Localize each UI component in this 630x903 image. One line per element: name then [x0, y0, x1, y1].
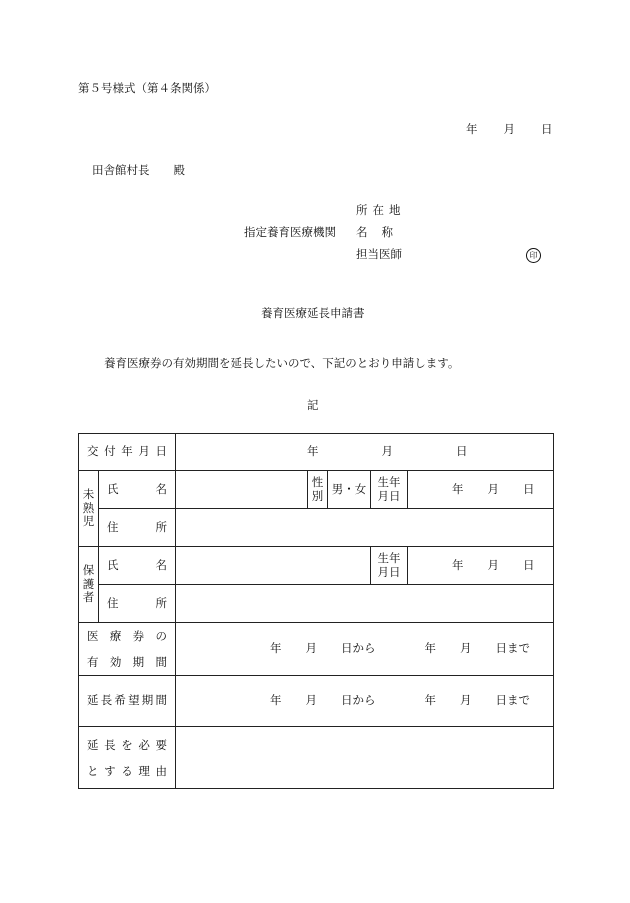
infant-name-label: 氏 名	[107, 481, 167, 496]
reason-field[interactable]	[176, 727, 554, 789]
location-label: 所在地	[356, 203, 406, 217]
infant-group-label: 未 熟 児	[79, 471, 99, 547]
doctor-label: 担当医師	[356, 247, 402, 261]
guardian-address-field[interactable]	[176, 585, 554, 623]
guardian-birth-field[interactable]: 年 月 日	[408, 547, 554, 585]
row-guardian-name	[79, 547, 554, 585]
seal-icon: 印	[526, 248, 541, 263]
name-label: 名称	[356, 225, 407, 239]
issue-date-label: 交 付 年 月 日	[87, 444, 167, 459]
form-number: 第５号様式（第４条関係）	[78, 81, 216, 95]
row-extension-period	[79, 676, 554, 727]
extension-period-field[interactable]: 年 月 日から 年 月 日まで	[176, 676, 554, 727]
infant-birth-label: 生年 月日	[371, 471, 408, 509]
guardian-birth-label: 生年 月日	[371, 547, 408, 585]
ki-label: 記	[307, 398, 319, 412]
guardian-address-label: 住 所	[107, 595, 167, 610]
date-month-label: 月	[503, 122, 515, 136]
row-guardian-address	[79, 585, 554, 623]
institution-label: 指定養育医療機関	[244, 225, 336, 239]
date-day-label: 日	[541, 122, 553, 136]
issue-date-field[interactable]: 年 月 日	[176, 434, 554, 471]
row-validity-period	[79, 623, 554, 676]
infant-address-field[interactable]	[176, 509, 554, 547]
honorific: 殿	[173, 163, 185, 177]
document-title: 養育医療延長申請書	[261, 306, 365, 320]
addressee: 田舎館村長	[92, 163, 150, 177]
validity-period-field[interactable]: 年 月 日から 年 月 日まで	[176, 623, 554, 676]
body-text: 養育医療券の有効期間を延長したいので、下記のとおり申請します。	[104, 356, 460, 370]
infant-address-label: 住 所	[107, 519, 167, 534]
row-infant-address	[79, 509, 554, 547]
infant-birth-field[interactable]: 年 月 日	[408, 471, 554, 509]
guardian-name-label: 氏 名	[107, 557, 167, 572]
addressee-line	[92, 165, 185, 177]
guardian-group-label: 保 護 者	[79, 547, 99, 623]
sex-label: 性 別	[308, 471, 328, 509]
sex-options[interactable]: 男・女	[328, 471, 371, 509]
extension-label: 延 長 希 望 期 間	[87, 693, 167, 708]
date-year-label: 年	[466, 122, 478, 136]
row-infant-name	[79, 471, 554, 509]
row-reason	[79, 727, 554, 789]
row-issue-date	[79, 434, 554, 471]
infant-name-field[interactable]	[176, 471, 308, 509]
validity-label: 医 療 券 の 有 効 期 間	[79, 623, 176, 676]
application-table	[78, 433, 554, 789]
guardian-name-field[interactable]	[176, 547, 371, 585]
reason-label: 延 長 を 必 要 と す る 理 由	[79, 727, 176, 789]
date-line	[466, 124, 553, 136]
